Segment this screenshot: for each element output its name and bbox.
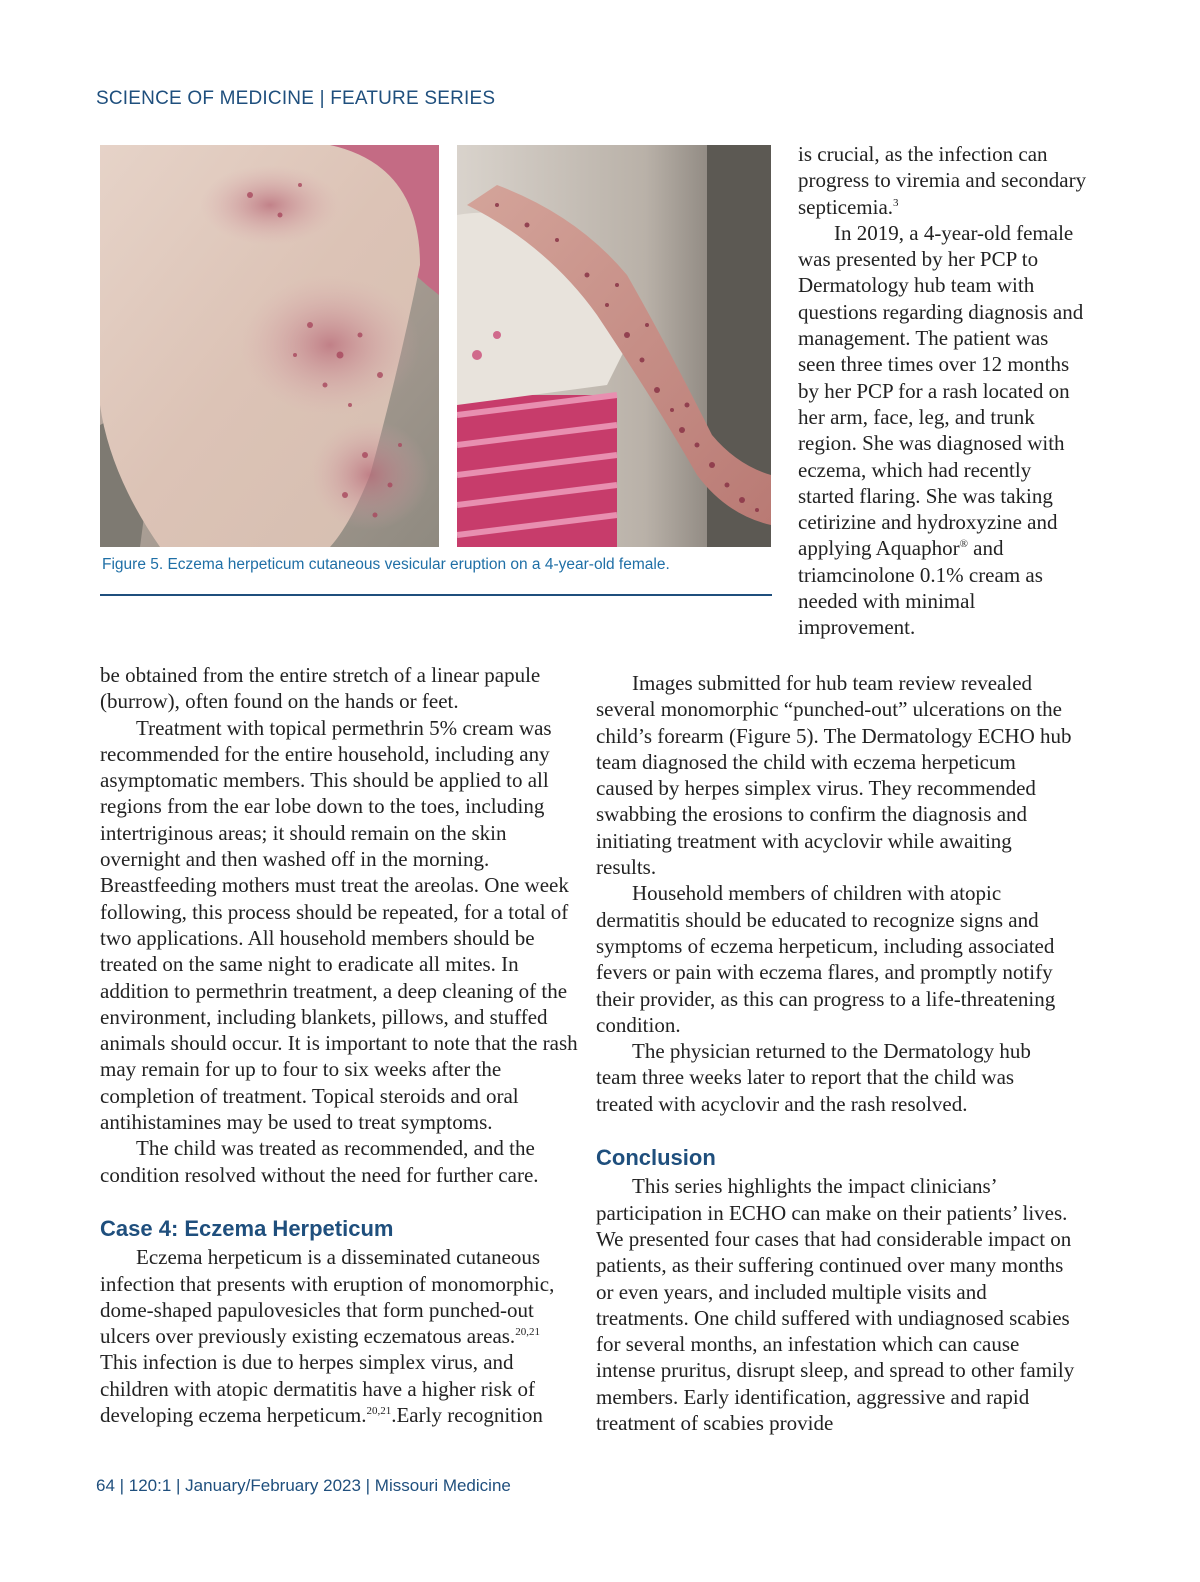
paragraph: In 2019, a 4-year-old female was presented by her PCP to Dermatology hub team with questions regarding diagnosis and management. The patient was seen three times over 12 months by her PCP for a rash located on her arm, face, leg, and trunk region. She was diagnosed with eczema, which had recently started flaring. She was taking cetirizine and hydroxyzine and applying Aquaphor® and triamcinolone 0.1% cream as needed with minimal improvement.	[798, 220, 1084, 640]
paragraph: be obtained from the entire stretch of a linear papule (burrow), often found on the hands or feet.	[100, 663, 541, 714]
page-footer: 64 | 120:1 | January/February 2023 | Missouri Medicine	[96, 1476, 511, 1495]
running-header: SCIENCE OF MEDICINE | FEATURE SERIES	[96, 88, 496, 109]
paragraph: Household members of children with atopic dermatitis should be educated to recognize signs and symptoms of eczema herpeticum, including associated fevers or pain with eczema flares, and promptly notify their provider, as this can progress to a life-threatening condition.	[596, 881, 1056, 1037]
paragraph: The child was treated as recommended, and the condition resolved without the need for further care.	[100, 1136, 539, 1187]
citation: 20,21	[366, 1405, 392, 1418]
figure-caption: Figure 5. Eczema herpeticum cutaneous vesicular eruption on a 4-year-old female.	[102, 556, 670, 573]
paragraph: Treatment with topical permethrin 5% cream was recommended for the entire household, including any asymptomatic members. This should be applied to all regions from the ear lobe down to the toes, including intertriginous areas; it should remain on the skin overnight and then washed off in the morning. Breastfeeding mothers must treat the areolas. One week following, this process should be repeated, for a total of two applications. All household members should be treated on the same night to eradicate all mites. In addition to permethrin treatment, a deep cleaning of the environment, including blankets, pillows, and stuffed animals should occur. It is important to note that the rash may remain for up to four to six weeks after the completion of treatment. Topical steroids and oral antihistamines may be used to treat symptoms.	[100, 715, 578, 1135]
paragraph: is crucial, as the infection can progress to viremia and secondary septicemia.$^3$	[798, 142, 1087, 219]
figure-image-antecubital	[100, 145, 439, 547]
left-column	[100, 662, 580, 1428]
section-heading-conclusion: Conclusion	[596, 1145, 716, 1171]
citation: 3	[893, 196, 899, 209]
figure-divider	[100, 594, 772, 596]
top-right-column	[798, 141, 1088, 641]
citation: 20,21	[515, 1326, 540, 1339]
paragraph: This series highlights the impact clinicians’ participation in ECHO can make on their patients’ lives. We presented four cases that had considerable impact on patients, as their suffering continued over many months or even years, and included multiple visits and treatments. One child suffered with undiagnosed scabies for several months, an infestation which can cause intense pruritus, disrupt sleep, and spread to other family members. Early identification, aggressive and rapid treatment of scabies provide	[596, 1174, 1075, 1436]
registered-mark: ®	[959, 538, 968, 551]
paragraph: Eczema herpeticum is a disseminated cutaneous infection that presents with eruption of monomorphic, dome-shaped papulovesicles that form punched-out ulcers over previously existing eczematous areas.$^{20,21}$ This infection is due to herpes simplex virus, and children with atopic dermatitis have a higher risk of developing eczema herpeticum.$^{20,21}$.Early recognition	[100, 1245, 555, 1428]
paragraph: Images submitted for hub team review revealed several monomorphic “punched-out” ulcerations on the child’s forearm (Figure 5). The Dermatology ECHO hub team diagnosed the child with eczema herpeticum caused by herpes simplex virus. They recommended swabbing the erosions to confirm the diagnosis and initiating treatment with acyclovir while awaiting results.	[596, 671, 1072, 880]
paragraph: The physician returned to the Dermatology hub team three weeks later to report that the child was treated with acyclovir and the rash resolved.	[596, 1039, 1031, 1116]
right-column	[596, 670, 1076, 1436]
section-heading-case-4: Case 4: Eczema Herpeticum	[100, 1215, 394, 1241]
figure-image-forearm	[457, 145, 771, 547]
